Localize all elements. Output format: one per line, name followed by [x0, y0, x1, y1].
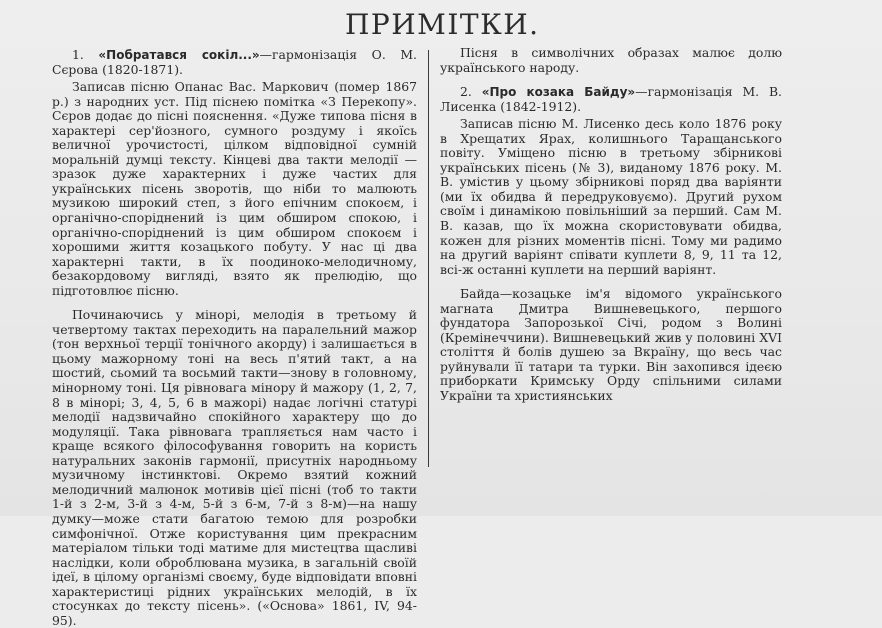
page-title: ПРИМІТКИ.: [345, 8, 540, 41]
right-column: [440, 46, 782, 511]
note-1-paragraph: Пісня в символічних образах малює долю українського народу.: [440, 45, 782, 75]
note-1-song-title: «Побратався сокіл...»: [98, 48, 260, 62]
note-2-heading: [440, 85, 782, 114]
note-1-paragraph: Записав пісню Опанас Вас. Маркович (помер 1867 р.) з народних уст. Під піснею помітка «З Перекопу». Сєров додає до пісні пояснення. «Дуже типова пісня в характері сер'йозного, сумного роздуму і якоїсь величної урочистості, цілком відповідної сумній моральній думці тексту. Кінцеві два такти мелодії — зразок дуже характерних і дуже частих для українських пісень зворотів, що ніби то малюють музикою широкий степ, з його епічним спокоєм, і органічно-споріднений із цим обширом спокою, і органічно-споріднений із цим обширом спокоєм і хорошими життя козацького побуту. У нас ці два характерні такти, в їх поодиноко-мелодичному, безакордовому вигляді, взято як прелюдію, що підготовлює пісню.: [52, 79, 417, 298]
note-2-paragraph: Байда—козацьке ім'я відомого українського магната Дмитра Вишневецького, першого фундатора Запорозької Січі, родом з Волині (Кремінеччини). Вишневецький жив у половині XVI століття й болів душею за Вкраїну, що весь час руйнували її татари та турки. Він захопився ідеєю приборкати Кримську Орду спільними силами України та християнських: [440, 286, 782, 404]
note-2-paragraph: Записав пісню М. Лисенко десь коло 1876 року в Хрещатих Ярах, колишнього Таращанського повіту. Уміщено пісню в третьому збірникові українських пісень (№ 3), виданому 1876 року. М. В. умістив у цьому збірникові поряд два варіянти (ми їх обидва й передруковуємо). Другий рухом своїм і динамікою повільніший за перший. Сам М. В. казав, що їх можна скористовувати обидва, кожен для різних моментів пісні. Тому ми радимо на другий варіянт співати куплети 8, 9, 11 та 12, всі-ж останні куплети на перший варіянт.: [440, 116, 782, 277]
note-1-heading: [52, 48, 417, 77]
note-1-number: 1.: [72, 47, 84, 62]
column-divider: [428, 50, 429, 467]
left-column: [52, 47, 417, 628]
note-1-heading-rest: —гармонізація О. М. Сєрова (1820-1871).: [52, 47, 417, 77]
note-2-song-title: «Про козака Байду»: [481, 85, 636, 100]
note-2-number: 2.: [460, 84, 472, 100]
note-2-heading-rest: —гармонізація М. В. Лисенка (1842-1912).: [440, 84, 782, 114]
note-1-paragraph: Починаючись у мінорі, мелодія в третьому й четвертому тактах переходить на паралельний мажор (тон верхньої терції тонічного акорду) і залишається в цьому мажорному тоні на весь п'ятий такт, а на шостий, сьомий та восьмий такти—знову в головному, мінорному тоні. Ця рівновага мінору й мажору (1, 2, 7, 8 в мінорі; 3, 4, 5, 6 в мажорі) надає логічні статурі мелодії надзвичайно спокійного характеру що до модуляції. Така рівновага трапляється нам часто і краще всякого філософування говорить на користь натуральних законів гармонії, присутніх народньому музичному інстинктові. Окремо взятий кожний мелодичний малюнок мотивів цієї пісні (тоб то такти 1-й з 2-м, 3-й з 4-м, 5-й з 6-м, 7-й з 8-м)—на нашу думку—може стати багатою темою для розробки симфонічної. Отже користування цим прекрасним матеріалом тільки тоді матиме для мистецтва щасливі наслідки, коли обрoблювана музика, в загальній своїй ідеї, в цілому організмі своєму, буде відповідати вповні характеристиці рідних українських мелодій, в їх стосунках до тексту пісень». («Основа» 1861, IV, 94-95).: [52, 307, 417, 628]
